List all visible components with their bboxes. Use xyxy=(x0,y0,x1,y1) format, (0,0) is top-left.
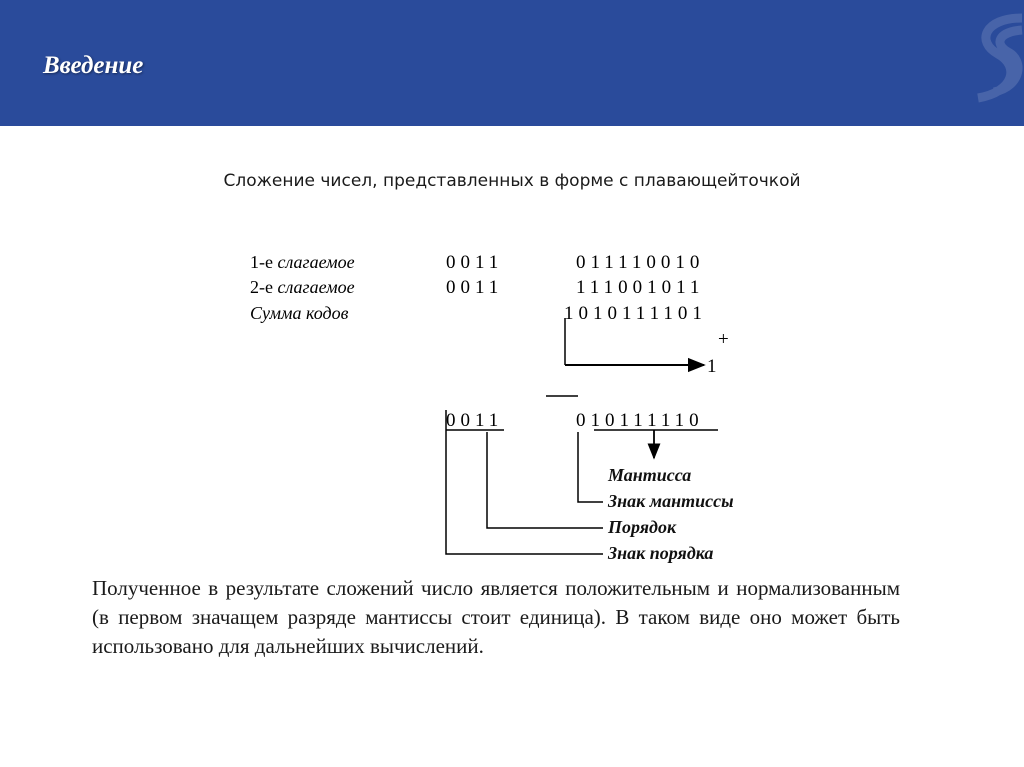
label-exponent: Порядок xyxy=(608,517,677,537)
result-mantissa: 010111110 xyxy=(576,410,704,431)
mantissa-code-1: 011110010 xyxy=(576,252,705,273)
label-exponent-sign: Знак порядка xyxy=(608,543,714,563)
slide-subtitle: Сложение чисел, представленных в форме с плавающейточкой xyxy=(223,171,801,191)
row-label-word: слагаемое xyxy=(277,252,355,272)
mantissa-code-2: 111001011 xyxy=(576,277,705,298)
carry-digit: 1 xyxy=(707,356,722,377)
result-exponent: 0011 xyxy=(446,410,504,431)
mantissa-sign-connector xyxy=(578,432,603,502)
conclusion-paragraph: Полученное в результате сложений число является положительным и нормализованным (в первом значащем разряде мантиссы стоит единица). В таком виде оно может быть использовано для дальнейших вычислений. xyxy=(92,576,900,658)
exponent-code-1: 0011 xyxy=(446,252,504,273)
label-mantissa: Мантисса xyxy=(608,465,692,485)
slide-title: Введение xyxy=(43,52,144,79)
label-mantissa-sign: Знак мантиссы xyxy=(608,491,734,511)
exponent-connector xyxy=(487,432,603,528)
plus-sign: + xyxy=(718,329,734,350)
row-label-number: 1-е xyxy=(250,252,273,272)
exponent-code-2: 0011 xyxy=(446,277,504,298)
sum-code: 1010111101 xyxy=(564,303,707,324)
row-label-number: 2-е xyxy=(250,277,273,297)
row-label-word: слагаемое xyxy=(277,277,355,297)
exponent-sign-connector xyxy=(446,410,603,554)
row-label-word: Сумма кодов xyxy=(250,303,349,323)
